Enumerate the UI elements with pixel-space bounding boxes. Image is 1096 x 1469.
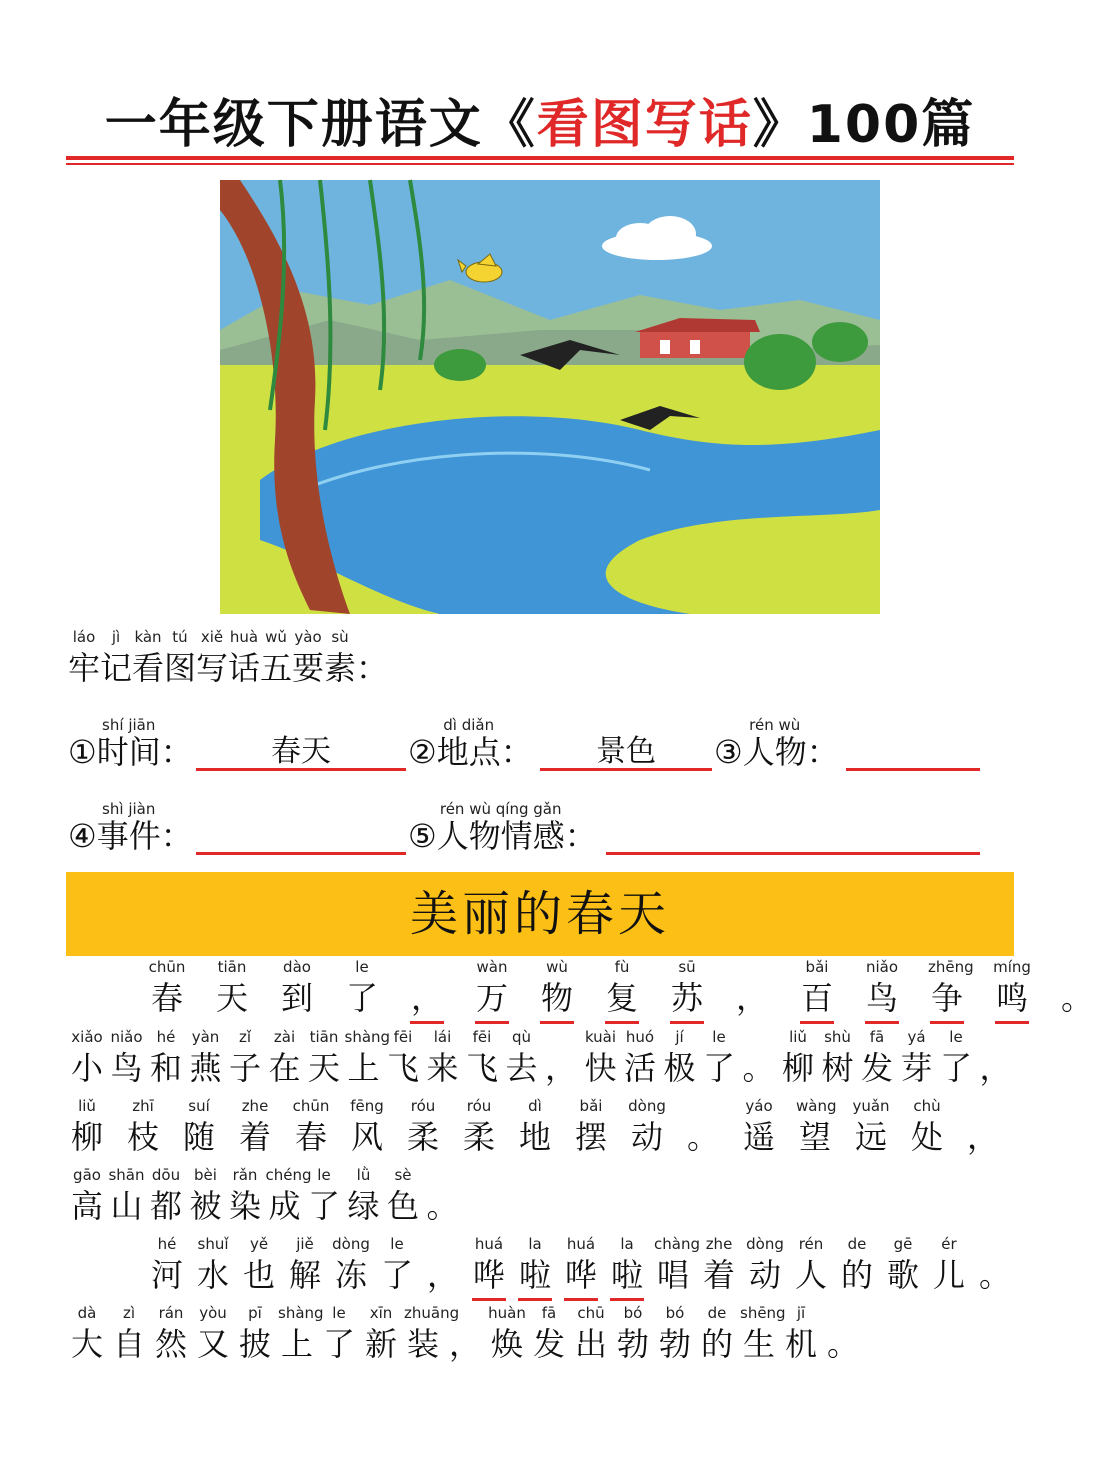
- essay-punct: 。: [426, 1187, 459, 1225]
- essay-char: shù 树: [821, 1028, 854, 1087]
- essay-char: chū 出: [574, 1304, 607, 1363]
- essay-heading-band: [66, 872, 1014, 956]
- place-label: ② dì diǎn 地点：: [408, 716, 533, 771]
- time-label: ① shí jiān 时间：: [68, 736, 193, 768]
- person-answer[interactable]: [846, 736, 980, 771]
- essay-punct: 。: [978, 1256, 1011, 1294]
- essay-char: bó 勃: [616, 1304, 649, 1363]
- essay-char: zhuāng 装: [404, 1304, 460, 1363]
- essay-char: le 了: [307, 1166, 340, 1225]
- time-answer[interactable]: 春天: [196, 736, 406, 771]
- essay-char: chù 处: [910, 1097, 943, 1156]
- essay-char: dōu 都: [149, 1166, 182, 1225]
- essay-char: xīn 新: [364, 1304, 397, 1363]
- essay-char: de 的: [840, 1235, 873, 1294]
- essay-char: xiǎo 小: [70, 1028, 103, 1087]
- essay-char: dòng 动: [746, 1235, 784, 1294]
- essay-char: huá 哗: [470, 1259, 508, 1291]
- essay-punct: ，: [544, 1049, 577, 1087]
- essay-char: gē 歌: [886, 1235, 919, 1294]
- essay-char: yòu 又: [196, 1304, 229, 1363]
- essay-char: chéng 成: [265, 1166, 312, 1225]
- essay-char: hé 河: [150, 1235, 183, 1294]
- essay-char: jí 极: [663, 1028, 696, 1087]
- essay-punct: ，: [408, 982, 446, 1014]
- title-part3: 》100篇: [752, 95, 976, 155]
- title-bracket-open: 《: [482, 95, 537, 155]
- essay-char: wàng 望: [796, 1097, 837, 1156]
- essay-char: fā 发: [860, 1028, 893, 1087]
- essay-char: tiān 天: [307, 1028, 340, 1087]
- emotion-label: ⑤ rén wù qíng gǎn 人物情感：: [408, 800, 597, 855]
- essay-char: fā 发: [532, 1304, 565, 1363]
- essay-char: wàn 万: [473, 982, 511, 1014]
- essay-char: dì 地: [518, 1097, 551, 1156]
- title-rule-thick: [66, 156, 1014, 160]
- essay-char: míng 鸣: [993, 958, 1031, 1017]
- essay-char: chūn 春: [292, 1097, 330, 1156]
- field-row-2: [68, 800, 1008, 855]
- essay-char: wù 物: [538, 982, 576, 1014]
- essay-char: shān 山: [108, 1166, 145, 1225]
- essay-char: zài 在: [268, 1028, 301, 1087]
- essay-char: shàng 上: [344, 1028, 391, 1087]
- place-answer[interactable]: 景色: [540, 736, 712, 771]
- title-highlight: 看图写话: [536, 95, 753, 155]
- char: ：: [356, 649, 389, 687]
- essay-char: ér 儿: [932, 1235, 965, 1294]
- essay-char: jiě 解: [288, 1235, 321, 1294]
- essay-char: pī 披: [238, 1304, 271, 1363]
- spring-river-illustration: [220, 180, 880, 614]
- essay-punct: 。: [1060, 979, 1093, 1017]
- essay-char: dòng 冻: [332, 1235, 370, 1294]
- essay-punct: 。: [826, 1325, 859, 1363]
- essay-char: rén 人: [794, 1235, 827, 1294]
- event-answer[interactable]: [196, 820, 406, 855]
- essay-char: rán 然: [154, 1304, 187, 1363]
- essay-char: bǎi 百: [798, 982, 836, 1014]
- essay-char: le 了: [702, 1028, 735, 1087]
- char: wǔ 五: [260, 628, 293, 687]
- time-label-pinyin: shí jiān: [102, 716, 156, 734]
- essay-char: chūn 春: [148, 958, 186, 1017]
- person-label: ③ rén wù 人物：: [714, 716, 839, 771]
- essay-char: bèi 被: [189, 1166, 222, 1225]
- essay-char: liǔ 柳: [781, 1028, 814, 1087]
- title-part1: 一年级下册语文: [104, 95, 483, 155]
- essay-char: shàng 上: [278, 1304, 324, 1363]
- essay-char: lǜ 绿: [347, 1166, 380, 1225]
- essay-char: sū 苏: [668, 982, 706, 1014]
- essay-punct: ，: [979, 1049, 1012, 1087]
- essay-punct: 。: [686, 1118, 719, 1156]
- essay-char: huá 哗: [562, 1259, 600, 1291]
- essay-char: le 了: [380, 1235, 413, 1294]
- char: huà 话: [228, 628, 261, 687]
- essay-char: bó 勃: [658, 1304, 691, 1363]
- essay-char: fēng 风: [350, 1097, 384, 1156]
- essay-char: sè 色: [386, 1166, 419, 1225]
- essay-punct: 。: [742, 1049, 775, 1087]
- essay-char: le 了: [939, 1028, 972, 1087]
- essay-char: dòng 动: [628, 1097, 666, 1156]
- char: tú 图: [164, 628, 197, 687]
- essay-char: jī 机: [784, 1304, 817, 1363]
- essay-char: la 啦: [516, 1259, 554, 1291]
- essay-char: suí 随: [182, 1097, 215, 1156]
- essay-char: zì 自: [112, 1304, 145, 1363]
- essay-char: dào 到: [280, 958, 313, 1017]
- essay-char: yuǎn 远: [852, 1097, 890, 1156]
- essay-char: kuài 快: [584, 1028, 617, 1087]
- essay-char: shēng 生: [740, 1304, 786, 1363]
- title-rule-thin: [66, 163, 1014, 165]
- event-label: ④ shì jiàn 事件：: [68, 800, 193, 855]
- essay-char: rǎn 染: [228, 1166, 261, 1225]
- essay-char: chàng 唱: [654, 1235, 700, 1294]
- essay-punct: ，: [735, 979, 768, 1017]
- emotion-answer[interactable]: [606, 820, 980, 855]
- essay-char: niǎo 鸟: [110, 1028, 143, 1087]
- char: kàn 看: [132, 628, 165, 687]
- essay-char: qù 去: [505, 1028, 538, 1087]
- char: xiě 写: [196, 628, 229, 687]
- essay-char: zhe 着: [702, 1235, 735, 1294]
- essay-char: róu 柔: [406, 1097, 439, 1156]
- char: jì 记: [100, 628, 133, 687]
- essay-char: gāo 高: [70, 1166, 103, 1225]
- essay-char: zǐ 子: [228, 1028, 261, 1087]
- essay-char: le 了: [345, 958, 378, 1017]
- essay-char: le 了: [322, 1304, 355, 1363]
- essay-char: fēi 飞: [465, 1028, 498, 1087]
- essay-char: huàn 焕: [488, 1304, 526, 1363]
- essay-char: zhēng 争: [928, 958, 974, 1017]
- essay-char: yàn 燕: [189, 1028, 222, 1087]
- essay-punct: ，: [426, 1256, 459, 1294]
- field-row-1: [68, 716, 1008, 771]
- essay-char: tiān 天: [215, 958, 248, 1017]
- essay-char: zhī 枝: [126, 1097, 159, 1156]
- essay-heading: 美丽的春天: [409, 886, 670, 942]
- essay-char: yě 也: [242, 1235, 275, 1294]
- essay-char: hé 和: [149, 1028, 182, 1087]
- essay-char: lái 来: [426, 1028, 459, 1087]
- essay-char: fēi 飞: [386, 1028, 419, 1087]
- essay-char: huó 活: [623, 1028, 656, 1087]
- essay-char: dà 大: [70, 1304, 103, 1363]
- essay-char: liǔ 柳: [70, 1097, 103, 1156]
- essay-char: yáo 遥: [742, 1097, 775, 1156]
- essay-char: fù 复: [603, 982, 641, 1014]
- essay-char: de 的: [700, 1304, 733, 1363]
- char: sù 素: [324, 628, 357, 687]
- char: yào 要: [292, 628, 325, 687]
- essay-char: bǎi 摆: [574, 1097, 607, 1156]
- essay-char: la 啦: [608, 1259, 646, 1291]
- essay-punct: ，: [448, 1325, 481, 1363]
- essay-punct: ，: [966, 1118, 999, 1156]
- essay-char: róu 柔: [462, 1097, 495, 1156]
- essay-char: niǎo 鸟: [863, 982, 901, 1014]
- essay-char: zhe 着: [238, 1097, 271, 1156]
- char: láo 牢: [68, 628, 101, 687]
- essay-char: yá 芽: [900, 1028, 933, 1087]
- page-title: [0, 82, 1080, 157]
- essay-char: shuǐ 水: [196, 1235, 229, 1294]
